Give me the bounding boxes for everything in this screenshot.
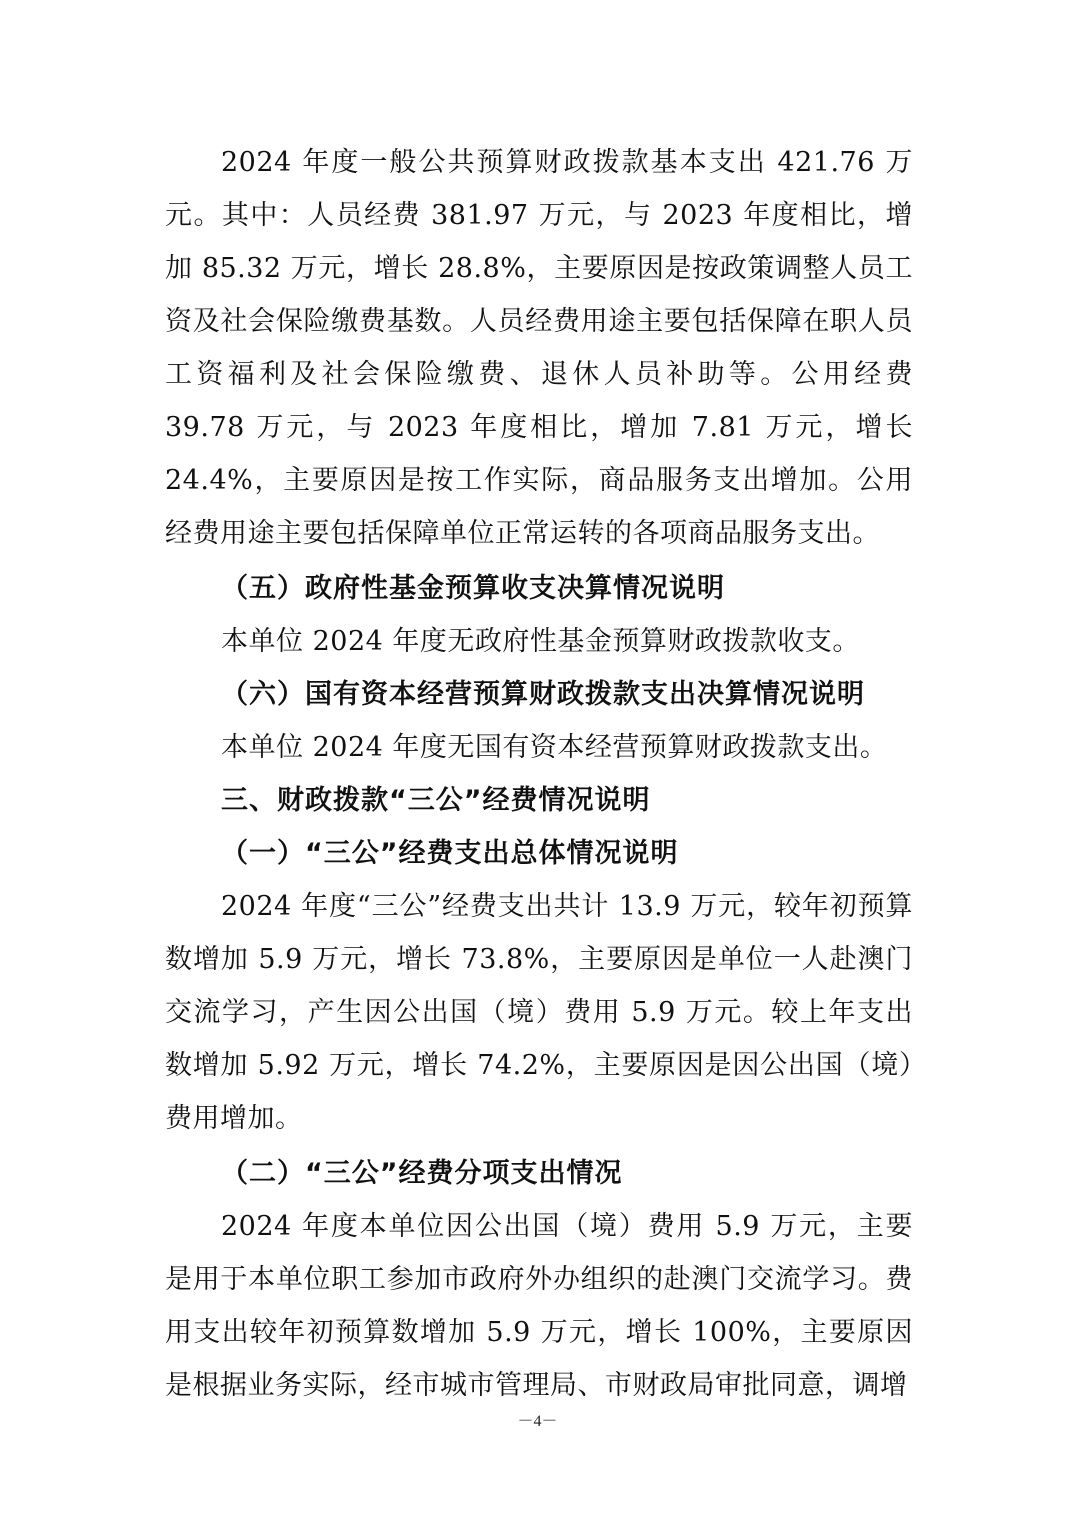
- page-number: －4－: [517, 1413, 558, 1430]
- paragraph-itemized-expenses: 2024 年度本单位因公出国（境）费用 5.9 万元，主要是用于本单位职工参加市政府外办组织的赴澳门交流学习。费用支出较年初预算数增加 5.9 万元，增长 100%，主要原因是根据业务实际，经市城市管理局、市财政局审批同意，调增: [165, 1211, 913, 1401]
- paragraph-basic-expenditure: 2024 年度一般公共预算财政拨款基本支出 421.76 万元。其中：人员经费 381.97 万元，与 2023 年度相比，增加 85.32 万元，增长 28.8%，主要原因是按政策调整人员工资及社会保险缴费基数。人员经费用途主要包括保障在职人员工资福利及社会保险缴费、退休人员补助等。公用经费 39.78 万元，与 2023 年度相比，增加 7.81 万元，增长 24.4%，主要原因是按工作实际，商品服务支出增加。公用经费用途主要包括保障单位正常运转的各项商品服务支出。: [165, 147, 913, 549]
- paragraph-state-capital: 本单位 2024 年度无国有资本经营预算财政拨款支出。: [221, 732, 888, 763]
- heading-state-capital: （六）国有资本经营预算财政拨款支出决算情况说明: [221, 679, 865, 710]
- document-body: [165, 136, 913, 1412]
- heading-three-public-expenses: 三、财政拨款“三公”经费情况说明: [221, 785, 651, 816]
- paragraph-government-fund: 本单位 2024 年度无政府性基金预算财政拨款收支。: [221, 626, 860, 657]
- heading-government-fund: （五）政府性基金预算收支决算情况说明: [221, 573, 725, 604]
- heading-itemized-expenses: （二）“三公”经费分项支出情况: [221, 1158, 623, 1189]
- paragraph-overall-expenses: 2024 年度“三公”经费支出共计 13.9 万元，较年初预算数增加 5.9 万元，增长 73.8%，主要原因是单位一人赴澳门交流学习，产生因公出国（境）费用 5.9 万元。较上年支出数增加 5.92 万元，增长 74.2%，主要原因是因公出国（境）费用增加。: [165, 891, 913, 1134]
- heading-overall-expenses: （一）“三公”经费支出总体情况说明: [221, 838, 679, 869]
